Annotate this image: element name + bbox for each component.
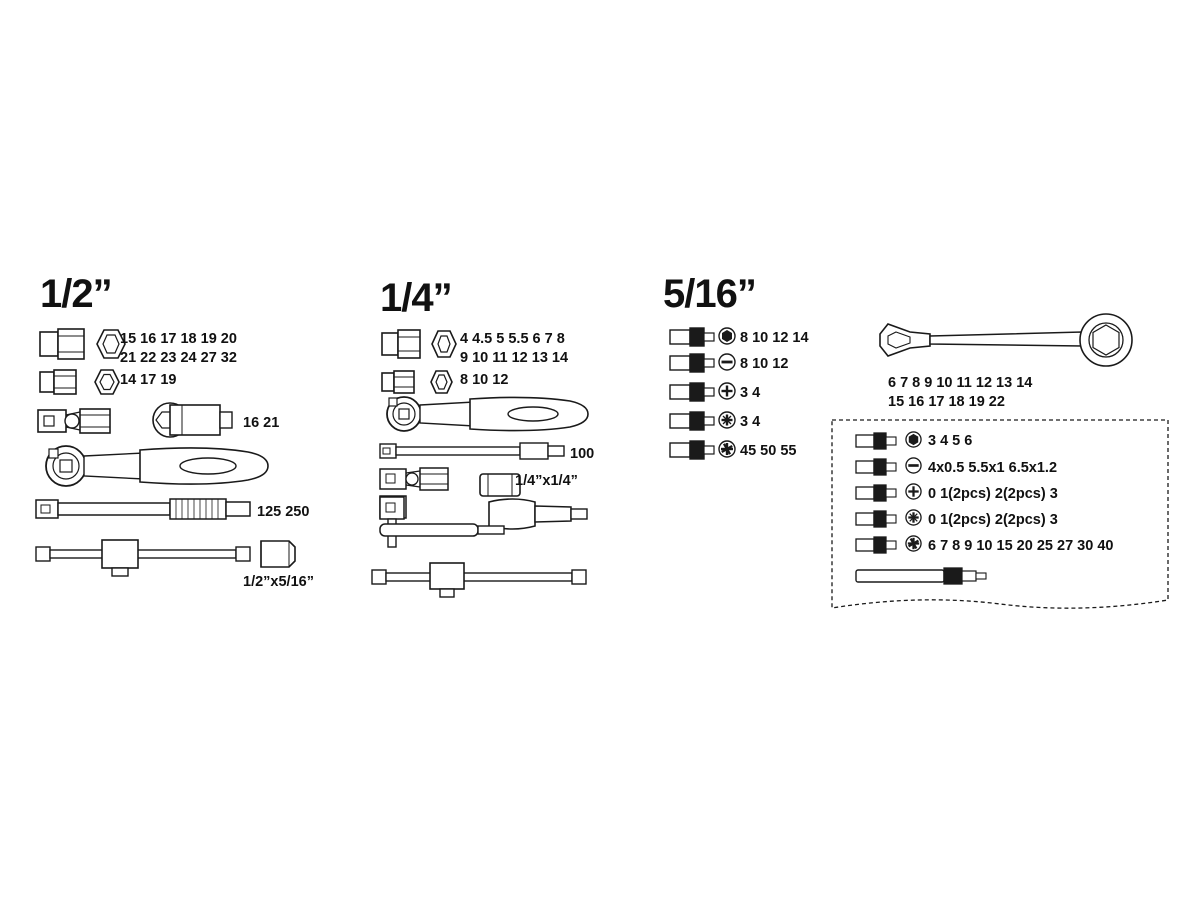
hex-symbol-icon — [718, 327, 736, 345]
box-bit-sizes-slotted: 4x0.5 5.5x1 6.5x1.2 — [928, 460, 1058, 476]
bit-icon-hex — [854, 431, 900, 451]
pozidriv-symbol-icon — [718, 411, 736, 429]
socket-deep-icon-quarter — [380, 328, 460, 360]
socket-sizes-quarter-2: 8 10 12 — [460, 372, 509, 388]
box-bit-sizes-torx: 6 7 8 9 10 15 20 25 27 30 40 — [928, 538, 1114, 554]
extension-bar-icon-quarter — [378, 440, 568, 462]
bit-socket-icon-phillips — [668, 381, 716, 403]
ratchet-handle-icon-quarter — [378, 393, 598, 435]
bit-sizes-pozidriv: 3 4 — [740, 414, 761, 430]
socket-sizes-quarter-1b: 9 10 11 12 13 14 — [460, 350, 569, 366]
wrench-sizes-line-1: 6 7 8 9 10 11 12 13 14 — [888, 375, 1033, 391]
wrench-sizes-line-2: 15 16 17 18 19 22 — [888, 394, 1005, 410]
extension-bar-icon-half — [34, 496, 254, 522]
universal-joint-icon-half — [36, 403, 128, 439]
bit-socket-icon-pozidriv — [668, 410, 716, 432]
socket-sizes-half-1b: 21 22 23 24 27 32 — [120, 350, 237, 366]
box-bit-sizes-phillips: 0 1(2pcs) 2(2pcs) 3 — [928, 486, 1058, 502]
ratchet-handle-icon-half — [36, 443, 276, 489]
sliding-t-bar-icon-quarter — [370, 558, 590, 600]
bit-icon-torx — [854, 535, 900, 555]
slotted-symbol-icon-box — [905, 457, 922, 474]
bit-sizes-slotted: 8 10 12 — [740, 356, 789, 372]
spark-plug-socket-icon-half — [255, 537, 303, 571]
extension-sizes-half: 125 250 — [257, 504, 310, 520]
bit-sizes-hex: 8 10 12 14 — [740, 330, 809, 346]
bit-socket-icon-hex — [668, 326, 716, 348]
socket-short-icon-quarter — [380, 368, 460, 396]
box-bit-sizes-hex: 3 4 5 6 — [928, 433, 973, 449]
bit-sizes-torx: 45 50 55 — [740, 443, 797, 459]
group-title-half-inch: 1/2” — [40, 272, 112, 316]
torx-symbol-icon-box — [905, 535, 922, 552]
bit-icon-pozidriv — [854, 509, 900, 529]
driver-bar-icon-quarter — [378, 518, 508, 542]
bit-socket-icon-torx — [668, 439, 716, 461]
socket-sizes-half-2: 14 17 19 — [120, 372, 177, 388]
sliding-t-bar-icon-half — [34, 535, 254, 575]
group-title-quarter-inch: 1/4” — [380, 276, 452, 320]
slotted-symbol-icon — [718, 353, 736, 371]
bit-adapter-label-quarter: 1/4”x1/4” — [515, 473, 578, 489]
hex-symbol-icon-box — [905, 431, 922, 448]
socket-sizes-half-1: 15 16 17 18 19 20 — [120, 331, 237, 347]
bit-sizes-phillips: 3 4 — [740, 385, 761, 401]
phillips-symbol-icon-box — [905, 483, 922, 500]
socket-holder-icon-half — [152, 400, 238, 440]
combination-wrench-icon — [876, 316, 1144, 374]
group-title-five-sixteenth: 5/16” — [663, 272, 756, 316]
extension-sizes-quarter: 100 — [570, 446, 595, 462]
bit-socket-icon-slotted — [668, 352, 716, 374]
bit-icon-phillips — [854, 483, 900, 503]
magnetic-bit-holder-icon — [854, 564, 1004, 588]
pozidriv-symbol-icon-box — [905, 509, 922, 526]
bit-icon-slotted — [854, 457, 900, 477]
torx-symbol-icon — [718, 440, 736, 458]
socket-holder-sizes-half: 16 21 — [243, 415, 280, 431]
socket-sizes-quarter-1: 4 4.5 5 5.5 6 7 8 — [460, 331, 565, 347]
phillips-symbol-icon — [718, 382, 736, 400]
socket-deep-icon-half — [38, 328, 128, 360]
socket-short-icon-half — [38, 368, 128, 396]
box-bit-sizes-pozidriv: 0 1(2pcs) 2(2pcs) 3 — [928, 512, 1058, 528]
adapter-label-half: 1/2”x5/16” — [243, 574, 314, 590]
